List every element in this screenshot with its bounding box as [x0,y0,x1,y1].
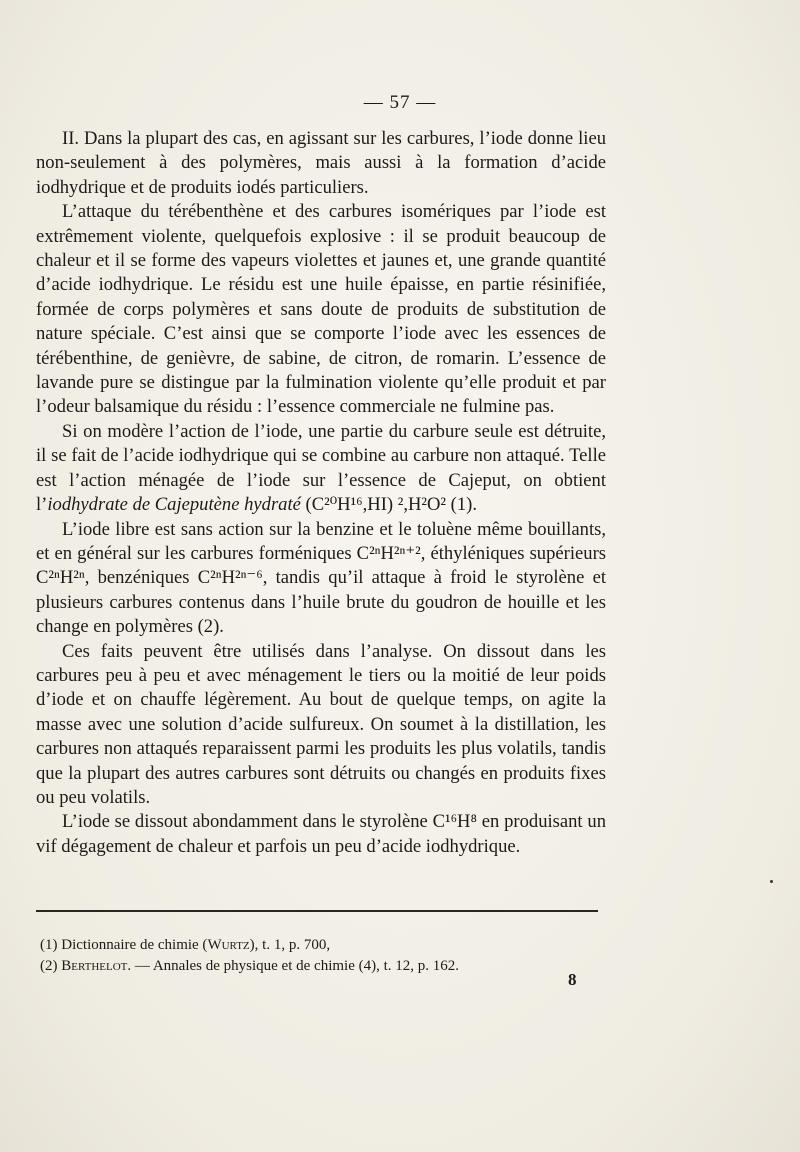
body-text [36,127,606,859]
paragraph-3-italic: iodhydrate de Cajeputène hydraté [47,494,301,516]
footnote-2-ref: — Annales de physique et de chimie (4), t. 12, p. 162. [131,958,460,974]
paragraph-4: L’iode libre est sans action sur la benzine et le toluène même bouillants, et en général sur les carbures forméniques C²ⁿH²ⁿ⁺², éthyléniques supérieurs C²ⁿH²ⁿ, benzéniques C²ⁿH²ⁿ⁻⁶, tandis qu’il attaque à froid le styrolène et plusieurs carbures contenus dans l’huile brute du goudron de houille et les change en polymères (2). [36,518,606,638]
paragraph-1: II. Dans la plupart des cas, en agissant sur les carbures, l’iode donne lieu non-seulement à des polymères, mais aussi à la formation d’acide iodhydrique et de produits iodés particuliers. [36,128,606,198]
paragraph-6: L’iode se dissout abondamment dans le styrolène C¹⁶H⁸ en produisant un vif dégagement de chaleur et parfois un peu d’acide iodhydrique. [36,811,606,857]
signature-mark: 8 [568,970,577,989]
paragraph-5: Ces faits peuvent être utilisés dans l’analyse. On dissout dans les carbures peu à peu et avec ménagement le tiers ou la moitié de leur poids d’iode et on chauffe légèrement. Au bout de quelque temps, on agite la masse avec une solution d’acide sulfureux. On soumet à la distillation, les carbures non attaqués reparaissent parmi les produits les plus volatils, tandis que la plupart des autres carbures sont détruits ou changés en produits fixes ou peu volatils. [36,640,606,808]
footnote-1-text: (1) Dictionnaire de chimie ( [40,937,208,953]
footnote-1 [40,935,600,956]
footnote-2-author: (2) Berthelot. [40,958,132,974]
ink-speck [770,880,773,883]
footnote-1-ref: ), t. 1, p. 700, [249,937,331,953]
footnote-2 [40,956,600,977]
footnote-1-author: Wurtz [207,937,250,953]
page-number: — 57 — [363,92,437,113]
paragraph-3 [36,420,606,518]
paragraph-3-text: Si on modère l’action de l’iode, une partie du carbure seule est détruite, il se fait de l’acide iodhydrique qui se combine au carbure non attaqué. Telle est l’action ménagée de l’iode sur l’essence de Cajeput, on obtient l’ [36,420,606,516]
paragraph-2: L’attaque du térébenthène et des carbures isomériques par l’iode est extrêmement violente, quelquefois explosive : il se produit beaucoup de chaleur et il se forme des vapeurs violettes et jaunes et, une grande quantité d’acide iodhydrique. Le résidu est une huile épaisse, en partie résinifiée, formée de corps polymères et sans doute de produits de substitution de nature spéciale. C’est ainsi que se comporte l’iode avec les essences de térébenthine, de genièvre, de sabine, de citron, de romarin. L’essence de lavande pure se distingue par la fulmination violente qu’elle produit et par l’odeur balsamique du résidu : l’essence commerciale ne fulmine pas. [36,201,606,418]
footnotes [40,935,600,977]
footnote-rule [36,910,598,912]
paragraph-3-formula: (C²⁰H¹⁶,HI) ²,H²O² (1). [305,494,477,516]
